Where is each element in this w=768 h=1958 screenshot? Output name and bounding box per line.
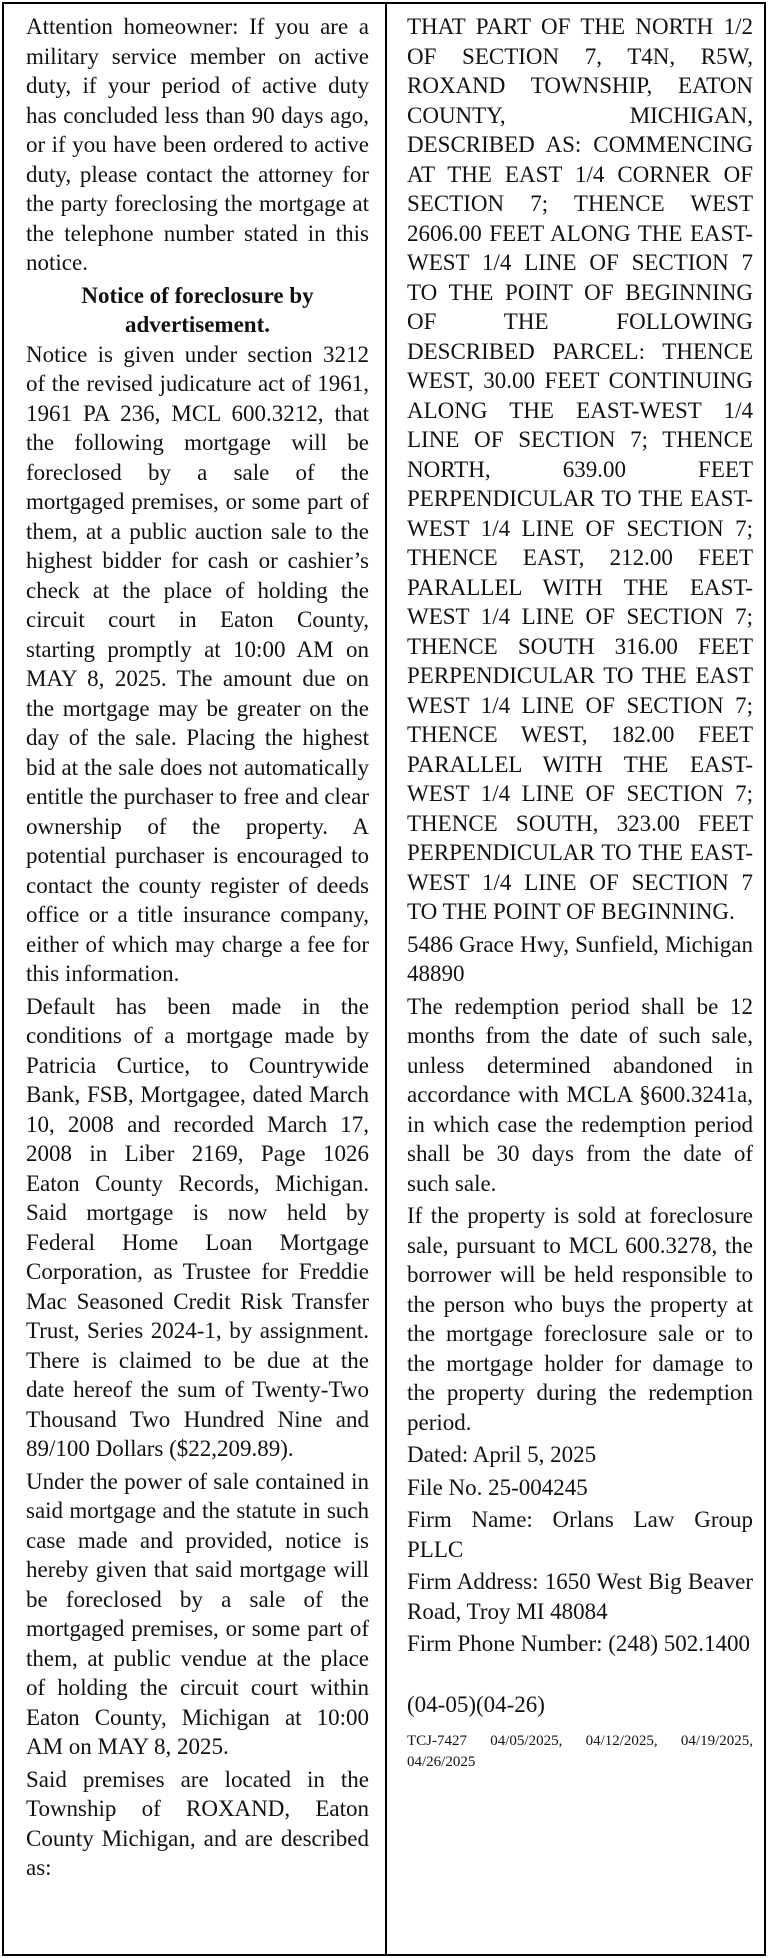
default-paragraph: Default has been made in the conditions of a mortgage made by Patricia Curtice, to Countrywide Bank, FSB, Mortgagee, dated March 10, 2008 and recorded March 17, 2008 in Liber 2169, Page 1026 Eaton County Records, Michigan. Said mortgage is now held by Federal Home Loan Mortgage Corporation, as Trustee for Freddie Mac Seasoned Credit Risk Transfer Trust, Series 2024-1, by assignment. There is claimed to be due at the date hereof the sum of Twenty-Two Thousand Two Hundred Nine and 89/100 Dollars ($22,209.89).	[26, 993, 369, 1461]
premises-paragraph: Said premises are located in the Township of ROXAND, Eaton County Michigan, and are described as:	[26, 1766, 369, 1880]
publication-line: TCJ-7427 04/05/2025, 04/12/2025, 04/19/2025, 04/26/2025	[407, 1733, 753, 1770]
firm-phone: Firm Phone Number: (248) 502.1400	[407, 1631, 751, 1656]
firm-address: Firm Address: 1650 West Big Beaver Road, Troy MI 48084	[407, 1569, 753, 1624]
right-column	[407, 12, 753, 1776]
run-dates: (04-05)(04-26)	[407, 1691, 545, 1717]
liability-paragraph: If the property is sold at foreclosure sale, pursuant to MCL 600.3278, the borrower will be held responsible to the person who buys the property at the mortgage foreclosure sale or to the mortgage holder for damage to the property during the redemption period.	[407, 1203, 753, 1435]
notice-heading: Notice of foreclosure by advertisement.	[81, 282, 314, 337]
notice-paragraph: Notice is given under section 3212 of the revised judicature act of 1961, 1961 PA 236, MCL 600.3212, that the following mortgage will be foreclosed by a sale of the mortgaged premises, or some part of them, at a public auction sale to the highest bidder for cash or cashier’s check at the place of holding the circuit court in Eaton County, starting promptly at 10:00 AM on MAY 8, 2025. The amount due on the mortgage may be greater on the day of the sale. Placing the highest bid at the sale does not automatically entitle the purchaser to free and clear ownership of the property. A potential purchaser is encouraged to contact the county register of deeds office or a title insurance company, either of which may charge a fee for this information.	[26, 341, 369, 986]
left-column	[26, 12, 369, 1886]
legal-description: THAT PART OF THE NORTH 1/2 OF SECTION 7, T4N, R5W, ROXAND TOWNSHIP, EATON COUNTY, MICHIGAN, DESCRIBED AS: COMMENCING AT THE EAST 1/4 CORNER OF SECTION 7; THENCE WEST 2606.00 FEET ALONG THE EAST-WEST 1/4 LINE OF SECTION 7 TO THE POINT OF BEGINNING OF THE FOLLOWING DESCRIBED PARCEL: THENCE WEST, 30.00 FEET CONTINUING ALONG THE EAST-WEST 1/4 LINE OF SECTION 7; THENCE NORTH, 639.00 FEET PERPENDICULAR TO THE EAST-WEST 1/4 LINE OF SECTION 7; THENCE EAST, 212.00 FEET PARALLEL WITH THE EAST-WEST 1/4 LINE OF SECTION 7; THENCE SOUTH 316.00 FEET PERPENDICULAR TO THE EAST WEST 1/4 LINE OF SECTION 7; THENCE WEST, 182.00 FEET PARALLEL WITH THE EAST-WEST 1/4 LINE OF SECTION 7; THENCE SOUTH, 323.00 FEET PERPENDICULAR TO THE EAST-WEST 1/4 LINE OF SECTION 7 TO THE POINT OF BEGINNING.	[407, 14, 753, 924]
power-of-sale-paragraph: Under the power of sale contained in said mortgage and the statute in such case made and provided, notice is hereby given that said mortgage will be foreclosed by a sale of the mortgaged premises, or some part of them, at public vendue at the place of holding the circuit court within Eaton County, Michigan at 10:00 AM on MAY 8, 2025.	[26, 1468, 369, 1759]
spacer	[407, 1662, 753, 1690]
military-notice-paragraph: Attention homeowner: If you are a military service member on active duty, if your period of active duty has concluded less than 90 days ago, or if you have been ordered to active duty, please contact the attorney for the party foreclosing the mortgage at the telephone number stated in this notice.	[26, 14, 369, 275]
column-divider	[385, 4, 387, 1954]
file-number: File No. 25-004245	[407, 1474, 588, 1500]
firm-name: Firm Name: Orlans Law Group PLLC	[407, 1507, 753, 1562]
property-address: 5486 Grace Hwy, Sunfield, Michigan 48890	[407, 931, 753, 986]
redemption-paragraph: The redemption period shall be 12 months from the date of such sale, unless determined abandoned in accordance with MCLA §600.3241a, in which case the redemption period shall be 30 days from the date of such sale.	[407, 993, 753, 1196]
dated-line: Dated: April 5, 2025	[407, 1442, 597, 1467]
foreclosure-notice	[2, 2, 766, 1956]
